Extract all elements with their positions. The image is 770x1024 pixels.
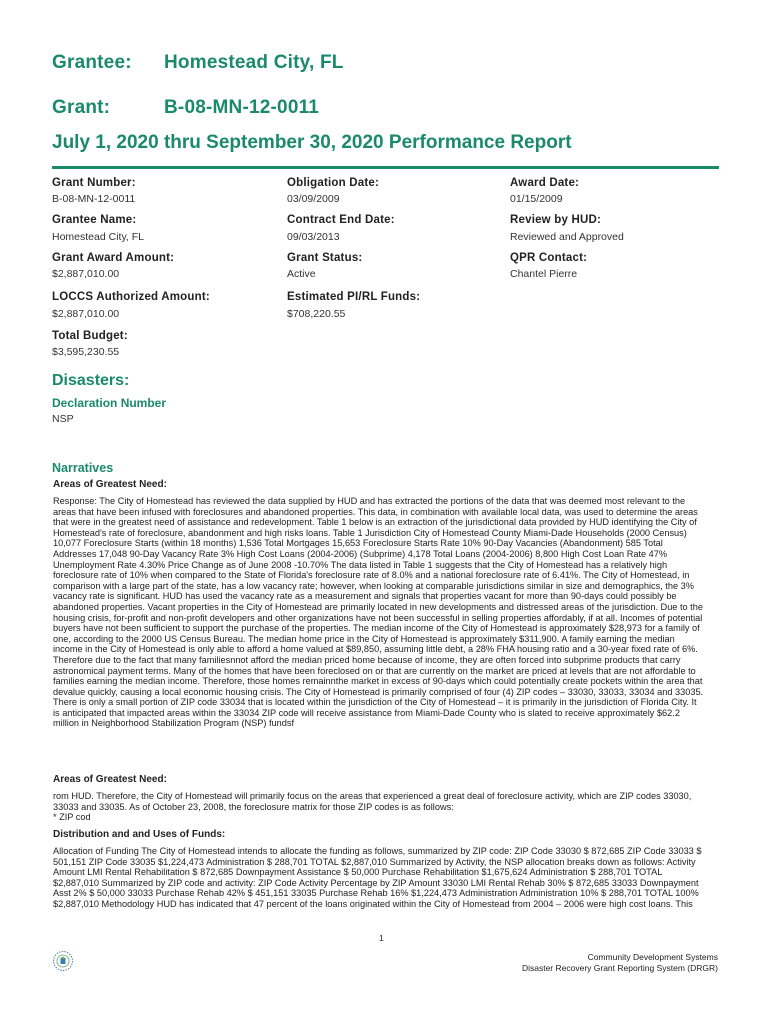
distribution-heading: Distribution and and Uses of Funds: [53, 829, 226, 840]
obligation-date-value: 03/09/2009 [287, 193, 340, 205]
pirl-value: $708,220.55 [287, 308, 346, 320]
grantee-key: Grantee: [52, 52, 132, 73]
qpr-contact-value: Chantel Pierre [510, 268, 578, 280]
grant-number-value: B-08-MN-12-0011 [52, 193, 136, 205]
review-value: Reviewed and Approved [510, 231, 624, 243]
footer-line-2: Disaster Recovery Grant Reporting System (DRGR) [521, 963, 718, 973]
footer-line-1: Community Development Systems [587, 952, 718, 962]
review-label: Review by HUD: [510, 214, 601, 226]
declaration-heading: Declaration Number [52, 396, 167, 410]
grantee-name-label: Grantee Name: [52, 214, 137, 226]
areas-need-text-2: rom HUD. Therefore, the City of Homestead will primarily focus on the areas that experienced a great deal of foreclosure activity, which are ZIP codes 33030, 33033 and 33035. As of October 23, 2008, the foreclosure matrix for those ZIP codes is as follows: * ZIP cod [53, 791, 692, 823]
footer-credits [522, 952, 718, 974]
grantee-header [52, 52, 344, 74]
areas-need-heading-2: Areas of Greatest Need: [53, 774, 167, 785]
grant-status-label: Grant Status: [287, 252, 363, 264]
areas-need-text-1: Response: The City of Homestead has reviewed the data supplied by HUD and has extracted the portions of the data that was deemed most relevant to the areas that have been infused with foreclosures and abandoned properties. This data, in combination with available local data, was used to determine the areas that were in the greatest need of assistance and redevelopment. Table 1 below is an extraction of the jurisdictional data provided by HUD identifying the City of Homestead's rate of foreclosure, abandonment and high risks loans. Table 1 Jurisdiction City of Homestead County Miami-Dade Households (2000 Census) 10,077 Foreclosure Starts (within 18 months) 1,536 Total Mortgages 15,653 Foreclosure Starts Rate 10% 90-Day Vacancies (Abandonment) 585 Total Addresses 17,048 90-Day Vacancy Rate 3% High Cost Loans (2004-2006) (Subprime) 4,178 Total Loans (2004-2006) 8,800 High Cost Loan Rate 47% Unemployment Rate 4.30% Price Change as of June 2008 -10.70% The data listed in Table 1 suggests that the City of Homestead has a relatively high foreclosure rate of 10% when compared to the State of Florida's foreclosure rate of 8.0% and a national foreclosure rate of 6.41%. The City of Homestead, in comparison with a large part of the state, has a low vacancy rate; however, when looking at comparable jurisdictions similar in size and demographics, the 3% vacancy rate is significant. HUD has used the vacancy rate as a measurement and signals that properties vacant for more than 90-days could possibly be abandoned properties. Vacant properties in the City of Homestead are primarily located in new developments and distressed areas of the jurisdiction. Due to the housing crisis, for-profit and non-profit developers and other organizations have not been successful in selling properties affordably, if at all. Incomes of potential buyers have not been sufficient to support the purchase of the properties. The median income of the City of Homestead is approximately $28,973 for a family of one, according to the 2000 US Census Bureau. The median home price in the City of Homestead is approximately $311,900. A family earning the median income in the City of Homestead is only able to afford a home valued at $89,850, assuming little debt, a 28% FHA housing ratio and a 30-year fixed rate of 6%. Therefore due to the fact that many familiesnnot afford the median priced home because of income, they are often forced into subprime products that carry astronomical payment terms. Many of the homes that have been foreclosed on or that are currently on the market are priced at levels that are not affordable to families earning the median income. Therefore, those homes remainnthe market in excess of 90-days which could potentially create pockets within the area that devalue quickly, causing a local economic housing crisis. The City of Homestead is primarily comprised of four (4) ZIP codes – 33030, 33033, 33034 and 33035. There is only a small portion of ZIP code 33034 that is located within the jurisdiction of the City of Homestead – it is primarily in the jurisdiction of Florida City. It is anticipated that impacted areas within the 33034 ZIP code will receive assistance from Miami-Dade County who is slated to receive approximately $62.2 million in Neighborhood Stabilization Program (NSP) fundsf [53, 496, 704, 729]
grant-value: B-08-MN-12-0011 [164, 97, 320, 118]
narratives-heading: Narratives [52, 461, 114, 475]
loccs-label: LOCCS Authorized Amount: [52, 291, 210, 303]
pirl-label: Estimated PI/RL Funds: [287, 291, 421, 303]
page-number: 1 [379, 933, 384, 943]
report-title: July 1, 2020 thru September 30, 2020 Performance Report [52, 132, 572, 153]
disasters-heading: Disasters: [52, 372, 130, 389]
contract-end-value: 09/03/2013 [287, 231, 340, 243]
grant-header [52, 97, 319, 119]
award-amount-value: $2,887,010.00 [52, 268, 120, 280]
grantee-name-value: Homestead City, FL [52, 231, 145, 243]
contract-end-label: Contract End Date: [287, 214, 395, 226]
total-budget-label: Total Budget: [52, 330, 128, 342]
loccs-value: $2,887,010.00 [52, 308, 120, 320]
grant-status-value: Active [287, 268, 316, 280]
total-budget-value: $3,595,230.55 [52, 346, 120, 358]
hud-seal-icon [52, 950, 74, 972]
award-amount-label: Grant Award Amount: [52, 252, 175, 264]
obligation-date-label: Obligation Date: [287, 177, 380, 189]
title-divider [52, 166, 719, 169]
grantee-value: Homestead City, FL [164, 52, 344, 73]
areas-need-heading-1: Areas of Greatest Need: [53, 479, 167, 490]
grant-key: Grant: [52, 97, 111, 118]
award-date-value: 01/15/2009 [510, 193, 563, 205]
qpr-contact-label: QPR Contact: [510, 252, 588, 264]
award-date-label: Award Date: [510, 177, 580, 189]
declaration-value: NSP [52, 413, 74, 425]
distribution-text: Allocation of Funding The City of Homestead intends to allocate the funding as follows, summarized by ZIP code: ZIP Code 33030 $ 872,685 ZIP Code 33033 $ 501,151 ZIP Code 33035 $1,224,473 Administration $ 288,701 TOTAL $2,887,010 Summarized by Activity, the NSP allocation breaks down as follows: Activity Amount LMI Rental Rehabilitation $ 872,685 Downpayment Assistance $ 50,000 Purchase Rehabilitation $1,675,624 Administration $ 288,701 TOTAL $2,887,010 Summarized by ZIP code and activity: ZIP Code Activity Percentage by ZIP Amount 33030 LMI Rental Rehab 30% $ 872,685 33033 Downpayment Asst 2% $ 50,000 33033 Purchase Rehab 42% $ 451,151 33035 Purchase Rehab 16% $1,224,473 Administration Administration 10% $ 288,701 TOTAL 100% $2,887,010 Methodology HUD has indicated that 47 percent of the loans originated within the City of Homestead from 2004 – 2006 were high cost loans. This [53, 846, 702, 909]
grant-number-label: Grant Number: [52, 177, 136, 189]
